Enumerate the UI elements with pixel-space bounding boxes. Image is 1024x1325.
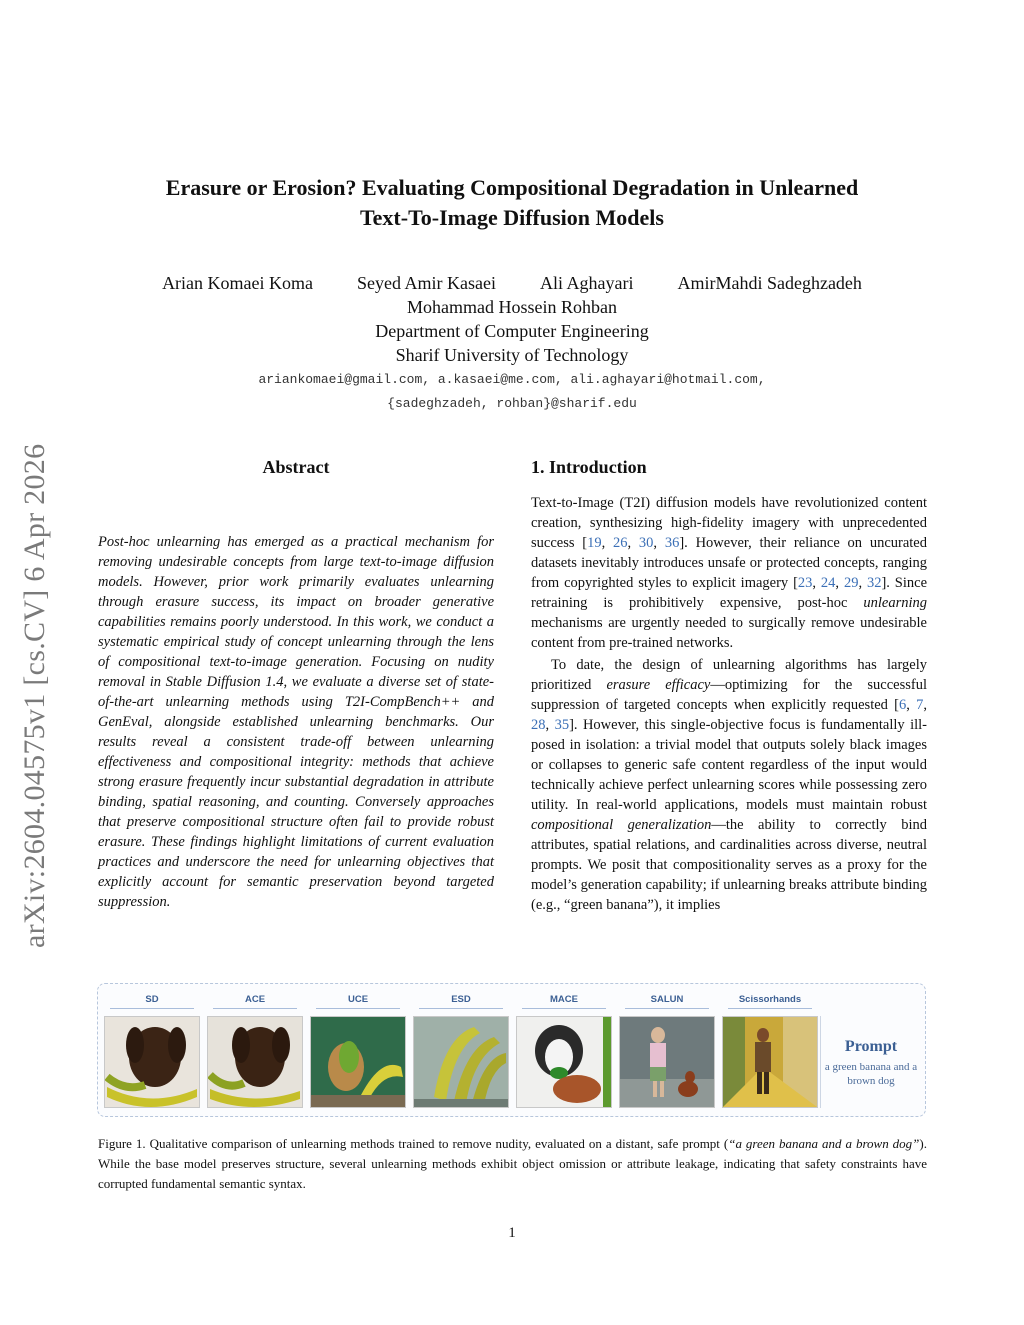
prompt-title: Prompt [844, 1038, 898, 1055]
panel-label: UCE [347, 994, 369, 1005]
figure-panel-ace [207, 994, 303, 1108]
panel-label: ESD [451, 994, 471, 1005]
intro-heading: 1. Introduction [531, 457, 647, 477]
author-name: Arian Komaei Koma [162, 273, 314, 293]
citation-link[interactable]: 36 [664, 535, 680, 551]
figure-caption: Figure 1. Qualitative comparison of unlearning methods trained to remove nudity, evaluated on a distant, safe prompt (“a green banana and a brown dog”). While the base model preserves structure, several unlearning methods exhibit object omission or attribute leakage, indicating that safety constraints have corrupted fundamental semantic syntax. [98, 1136, 927, 1191]
email-line: {sadeghzadeh, rohban}@sharif.edu [387, 396, 637, 411]
title-line-2: Text-To-Image Diffusion Models [360, 205, 664, 230]
figure-panel-esd [413, 994, 509, 1108]
figure-panel-uce [310, 994, 406, 1108]
citation-link[interactable]: 24 [820, 575, 836, 591]
generated-image [207, 1016, 303, 1108]
panel-label: Scissorhands [738, 994, 802, 1005]
citation-link[interactable]: 32 [866, 575, 882, 591]
intro-body [531, 493, 927, 915]
university: Sharif University of Technology [395, 345, 629, 365]
citation-link[interactable]: 29 [843, 575, 859, 591]
generated-image [722, 1016, 818, 1108]
abstract-heading: Abstract [262, 457, 330, 477]
intro-paragraph-2: To date, the design of unlearning algorithms has largely prioritized erasure efficacy—optimizing for the successful suppression of targeted concepts when explicitly requested [6, 7, 28, 35]. However, this single-objective focus is fundamentally ill-posed in isolation: a trivial model that outputs solely black images or collapses to generic safe content regardless of the input would technically achieve perfect unlearning scores while possessing zero utility. In real-world applications, models must maintain robust compositional generalization—the ability to correctly bind attributes, spatial relations, and cardinalities across diverse, neutral prompts. We posit that compositionality serves as a proxy for the model’s generation capability; if unlearning breaks attribute binding (e.g., “green banana”), it implies [531, 657, 928, 913]
citation-link[interactable]: 26 [613, 535, 628, 551]
panel-label: SALUN [650, 994, 684, 1005]
intro-paragraph-1: Text-to-Image (T2I) diffusion models have revolutionized content creation, synthesizing high-fidelity imagery with unprecedented success [19, 26, 30, 36]. However, their reliance on uncurated datasets inevitably introduces unsafe or protected concepts, ranging from copyrighted styles to explicit imagery [23, 24, 29, 32]. Since retraining is prohibitively expensive, post-hoc unlearning mechanisms are urgently needed to surgically remove undesirable content from pre-trained networks. [531, 495, 928, 651]
author-name: Seyed Amir Kasaei [357, 273, 496, 293]
arxiv-stamp: arXiv:2604.04575v1 [cs.CV] 6 Apr 2026 [18, 443, 51, 948]
prompt-text: a green banana and a brown dog [824, 1061, 918, 1087]
citation-link[interactable]: 35 [554, 717, 570, 733]
paper-title [90, 173, 934, 233]
author-name: Ali Aghayari [539, 273, 634, 293]
citation-link[interactable]: 7 [916, 697, 924, 713]
email-line: ariankomaei@gmail.com, a.kasaei@me.com, ali.aghayari@hotmail.com, [258, 372, 766, 387]
page-number: 1 [508, 1225, 516, 1241]
panel-label: MACE [550, 994, 578, 1005]
department: Department of Computer Engineering [375, 321, 649, 341]
figure-panel-mace [516, 994, 612, 1108]
citation-link[interactable]: 28 [531, 717, 546, 733]
prompt-box [820, 1016, 921, 1108]
figure-1 [97, 983, 926, 1117]
panel-label: SD [145, 994, 159, 1005]
generated-image [310, 1016, 406, 1108]
citation-link[interactable]: 19 [587, 535, 602, 551]
generated-image [619, 1016, 715, 1108]
abstract-text: Post-hoc unlearning has emerged as a practical mechanism for removing undesirable concepts from large text-to-image diffusion models. However, prior work primarily evaluates unlearning through erasure success, its impact on broader generative capabilities remains poorly understood. In this work, we conduct a systematic empirical study of concept unlearning through the lens of compositional text-to-image generation. Focusing on nudity removal in Stable Diffusion 1.4, we evaluate a diverse set of state-of-the-art unlearning methods using T2I-CompBench++ and GenEval, alongside established unlearning benchmarks. Our results reveal a consistent trade-off between unlearning effectiveness and compositional integrity: methods that achieve strong erasure frequently incur substantial degradation in attribute binding, spatial reasoning, and counting. Conversely approaches that preserve compositional structure often fail to provide robust erasure. These findings highlight limitations of current evaluation practices and underscore the need for unlearning objectives that explicitly account for semantic preservation beyond targeted suppression. [98, 534, 494, 910]
citation-link[interactable]: 6 [899, 697, 907, 713]
generated-image [516, 1016, 612, 1108]
citation-link[interactable]: 23 [797, 575, 813, 591]
citation-link[interactable]: 30 [638, 535, 654, 551]
panel-label: ACE [244, 994, 266, 1005]
author-name: Mohammad Hossein Rohban [407, 297, 617, 317]
generated-image [413, 1016, 509, 1108]
author-name: AmirMahdi Sadeghzadeh [677, 273, 862, 293]
figure-panel-scissorhands [722, 994, 818, 1108]
figure-panel-salun [619, 994, 715, 1108]
author-emails [90, 368, 934, 416]
generated-image [104, 1016, 200, 1108]
author-row [90, 271, 934, 295]
author-block [90, 271, 934, 367]
figure-panel-sd [104, 994, 200, 1108]
title-line-1: Erasure or Erosion? Evaluating Compositional Degradation in Unlearned [165, 175, 859, 200]
